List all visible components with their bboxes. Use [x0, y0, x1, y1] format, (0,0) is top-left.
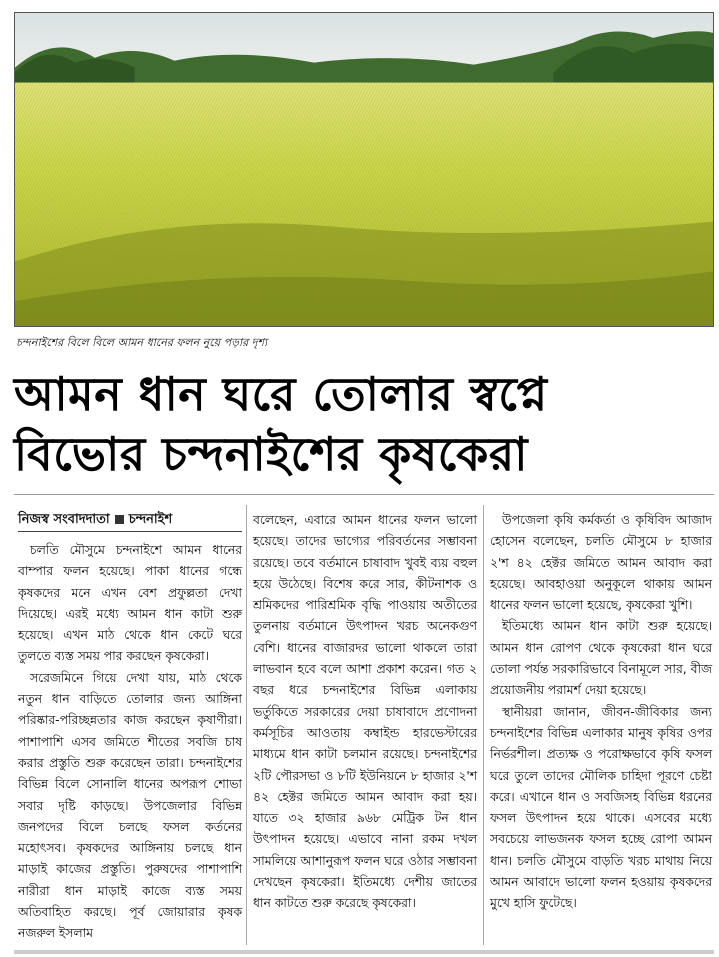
byline-underline [18, 531, 242, 532]
headline-line-2: বিভোর চন্দনাইশের কৃষকেরা [14, 427, 529, 481]
rice-field-image [15, 13, 713, 326]
headline [14, 364, 714, 484]
rice-field-photo [14, 12, 714, 327]
article-paragraph: স্থানীয়রা জানান, জীবন-জীবিকার জন্য চন্দনাইশের বিভিন্ন এলাকার মানুষ কৃষির ওপর নির্ভরশীল। প্রত্যক্ষ ও পরোক্ষভাবে কৃষি ফসল ঘরে তুলে তাদের মৌলিক চাহিদা পূরণে চেষ্টা করে। এখানে ধান ও সবজিসহ বিভিন্ন ধরনের ফসল উৎপাদন হয়ে থাকে। এসবের মধ্যে সবচেয়ে লাভজনক ফসল হচ্ছে রোপা আমন ধান। চলতি মৌসুমে বাড়তি খরচ মাথায় নিয়ে আমন আবাদে ভালো ফলন হওয়ায় কৃষকদের মুখে হাসি ফুটেছে। [490, 704, 712, 911]
article-paragraph: উপজেলা কৃষি কর্মকর্তা ও কৃষিবিদ আজাদ হোসেন বলেছেন, চলতি মৌসুমে ৮ হাজার ২'শ ৪২ হেক্টর জমিতে আমন আবাদ করা হয়েছে। আবহাওয়া অনুকূলে থাকায় আমন ধানের ফলন ভালো হয়েছে, কৃষকেরা খুশি। [490, 513, 712, 613]
article-paragraph: সরেজমিনে গিয়ে দেখা যায়, মাঠ থেকে নতুন ধান বাড়িতে তোলার জন্য আঙ্গিনা পরিষ্কার-পরিচ্ছন্নতার কাজ করছেন কৃষাণীরা। পাশাপাশি এসব জমিতে শীতের সবজি চাষ করার প্রস্তুতি শুরু করেছেন তারা। চন্দনাইশের বিভিন্ন বিলে সোনালি ধানের অপরূপ শোভা সবার দৃষ্টি কাড়ছে। উপজেলার বিভিন্ন জনপদের বিলে চলছে ফসল কর্তনের মহোৎসব। কৃষকদের আঙ্গিনায় চলছে ধান মাড়াই কাজের প্রস্তুতি। পুরুষদের পাশাপাশি নারীরা ধান মাড়াই কাজে ব্যস্ত সময় অতিবাহিত করছে। পূর্ব জোয়ারার কৃষক নজরুল ইসলাম [18, 670, 242, 941]
article-paragraph: বলেছেন, এবারে আমন ধানের ফলন ভালো হয়েছে। তাদের ভাগ্যের পরিবর্তনের সম্ভাবনা রয়েছে। তবে বর্তমানে চাষাবাদ খুবই ব্যয় বহুল হয়ে উঠেছে। বিশেষ করে সার, কীটনাশক ও শ্রমিকদের পারিশ্রমিক বৃদ্ধি পাওয়ায় অতীতের তুলনায় বর্তমানে উৎপাদন খরচ অনেকগুণ বেশি। ধানের বাজারদর ভালো থাকলে তারা লাভবান হবে বলে আশা প্রকাশ করেন। গত ২ বছর ধরে চন্দনাইশের বিভিন্ন এলাকায় ভর্তুকিতে সরকারের দেয়া চাষাবাদে প্রণোদনা কর্মসূচির আওতায় কম্বাইন্ড হারভেস্টারের মাধ্যমে ধান কাটা চলমান রয়েছে। চন্দনাইশের ২টি পৌরসভা ও ৮টি ইউনিয়নে ৮ হাজার ২'শ ৪২ হেক্টর জমিতে আমন আবাদ করা হয়। যাতে ৩২ হাজার ৯৬৮ মেট্রিক টন ধান উৎপাদন হয়েছে। এভাবে নানা রকম দখল সামলিয়ে আশানুরূপ ফলন ঘরে ওঠার সম্ভাবনা দেখছেন কৃষকেরা। ইতিমধ্যে দেশীয় জাতের ধান কাটতে শুরু করেছে কৃষকেরা। [253, 513, 477, 911]
article-column-1 [18, 540, 242, 945]
byline-location: চন্দনাইশ [128, 512, 173, 527]
square-bullet-icon [115, 515, 124, 524]
article-column-3 [490, 510, 712, 915]
photo-caption: চন্দনাইশের বিলে বিলে আমন ধানের ফলন নুয়ে পড়ার দৃশ্য [16, 336, 268, 349]
bottom-border [14, 950, 714, 954]
byline-reporter: নিজস্ব সংবাদদাতা [18, 512, 110, 527]
article-column-2 [253, 510, 477, 915]
article-paragraph: ইতিমধ্যে আমন ধান কাটা শুরু হয়েছে। আমন ধান রোপণ থেকে কৃষকেরা ধান ঘরে তোলা পর্যন্ত সরকারিভাবে বিনামূলে সার, বীজ প্রয়োজনীয় পরামর্শ দেয়া হয়েছে। [490, 619, 712, 698]
column-divider [246, 505, 247, 945]
column-divider [483, 505, 484, 945]
article-paragraph: চলতি মৌসুমে চন্দনাইশে আমন ধানের বাম্পার ফলন হয়েছে। পাকা ধানের গন্ধে কৃষকদের মনে এখন বেশ প্রফুল্লতা দেখা দিয়েছে। এরই মধ্যে আমন ধান কাটা শুরু হয়েছে। এখন মাঠ থেকে ধান কেটে ঘরে তুলতে ব্যস্ত সময় পার করছেন কৃষকেরা। [18, 543, 242, 664]
byline [18, 510, 172, 531]
headline-line-1: আমন ধান ঘরে তোলার স্বপ্নে [14, 367, 548, 421]
headline-divider [14, 494, 714, 495]
